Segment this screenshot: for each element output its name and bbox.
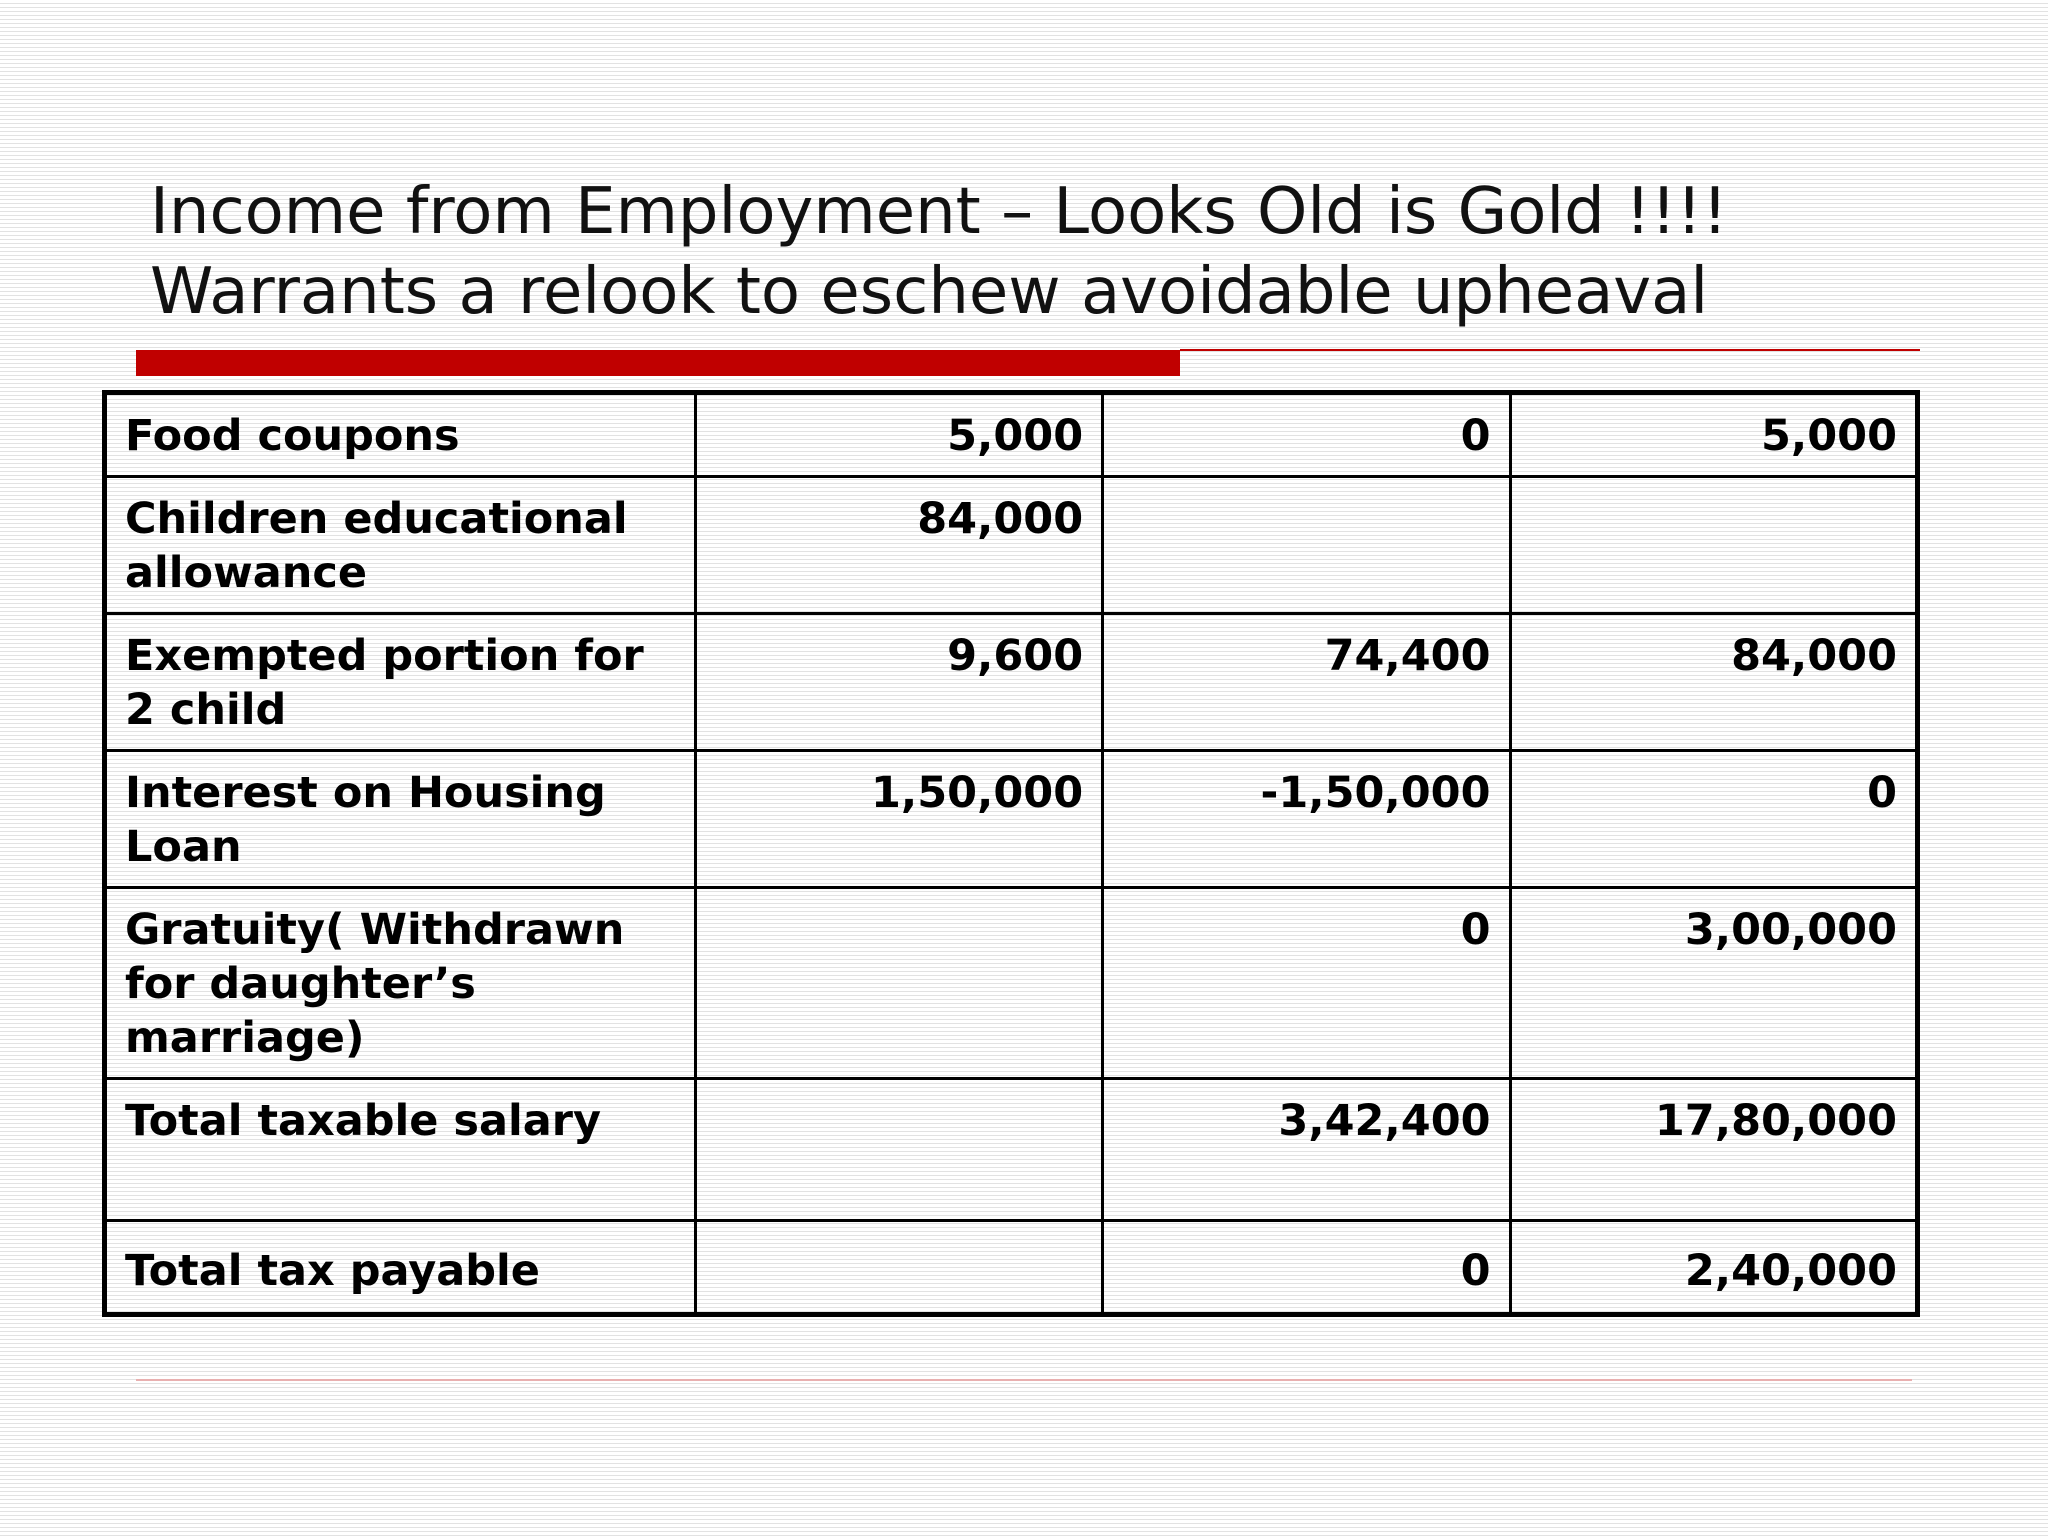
row-value-col-1 [695, 888, 1102, 1079]
row-value-col-1: 84,000 [695, 477, 1102, 614]
row-value-col-1: 5,000 [695, 393, 1102, 477]
row-value-col-3: 2,40,000 [1510, 1221, 1917, 1315]
slide-title-line-2: Warrants a relook to eschew avoidable upheaval [150, 255, 1709, 329]
row-value-col-3: 3,00,000 [1510, 888, 1917, 1079]
row-value-col-3: 5,000 [1510, 393, 1917, 477]
table-row-total-taxable-salary [105, 1079, 1918, 1221]
table-row-exempted-portion [105, 614, 1918, 751]
row-value-col-1: 1,50,000 [695, 751, 1102, 888]
row-value-col-1: 9,600 [695, 614, 1102, 751]
table-row-food-coupons [105, 393, 1918, 477]
footer-divider [136, 1379, 1912, 1381]
row-value-col-2: 0 [1103, 888, 1510, 1079]
row-value-col-2: 3,42,400 [1103, 1079, 1510, 1221]
slide-title [150, 172, 1950, 332]
row-value-col-2: -1,50,000 [1103, 751, 1510, 888]
row-value-col-1 [695, 1221, 1102, 1315]
row-value-col-3: 0 [1510, 751, 1917, 888]
row-value-col-3 [1510, 477, 1917, 614]
salary-comparison-table [102, 390, 1920, 1317]
row-label: Total taxable salary [105, 1079, 696, 1221]
row-value-col-2: 0 [1103, 1221, 1510, 1315]
table-row-housing-loan-interest [105, 751, 1918, 888]
table-row-total-tax-payable [105, 1221, 1918, 1315]
row-value-col-1 [695, 1079, 1102, 1221]
row-value-col-3: 84,000 [1510, 614, 1917, 751]
row-label: Total tax payable [105, 1221, 696, 1315]
row-value-col-3: 17,80,000 [1510, 1079, 1917, 1221]
row-label: Children educational allowance [105, 477, 696, 614]
row-label: Interest on Housing Loan [105, 751, 696, 888]
row-label: Exempted portion for 2 child [105, 614, 696, 751]
row-value-col-2 [1103, 477, 1510, 614]
title-accent-bar [136, 350, 1180, 376]
table-row-gratuity [105, 888, 1918, 1079]
row-label: Food coupons [105, 393, 696, 477]
row-value-col-2: 0 [1103, 393, 1510, 477]
table-row-children-educational-allowance [105, 477, 1918, 614]
slide-title-line-1: Income from Employment – Looks Old is Gold !!!! [150, 175, 1728, 249]
row-value-col-2: 74,400 [1103, 614, 1510, 751]
row-label: Gratuity( Withdrawn for daughter’s marriage) [105, 888, 696, 1079]
title-accent-line [1180, 349, 1920, 351]
